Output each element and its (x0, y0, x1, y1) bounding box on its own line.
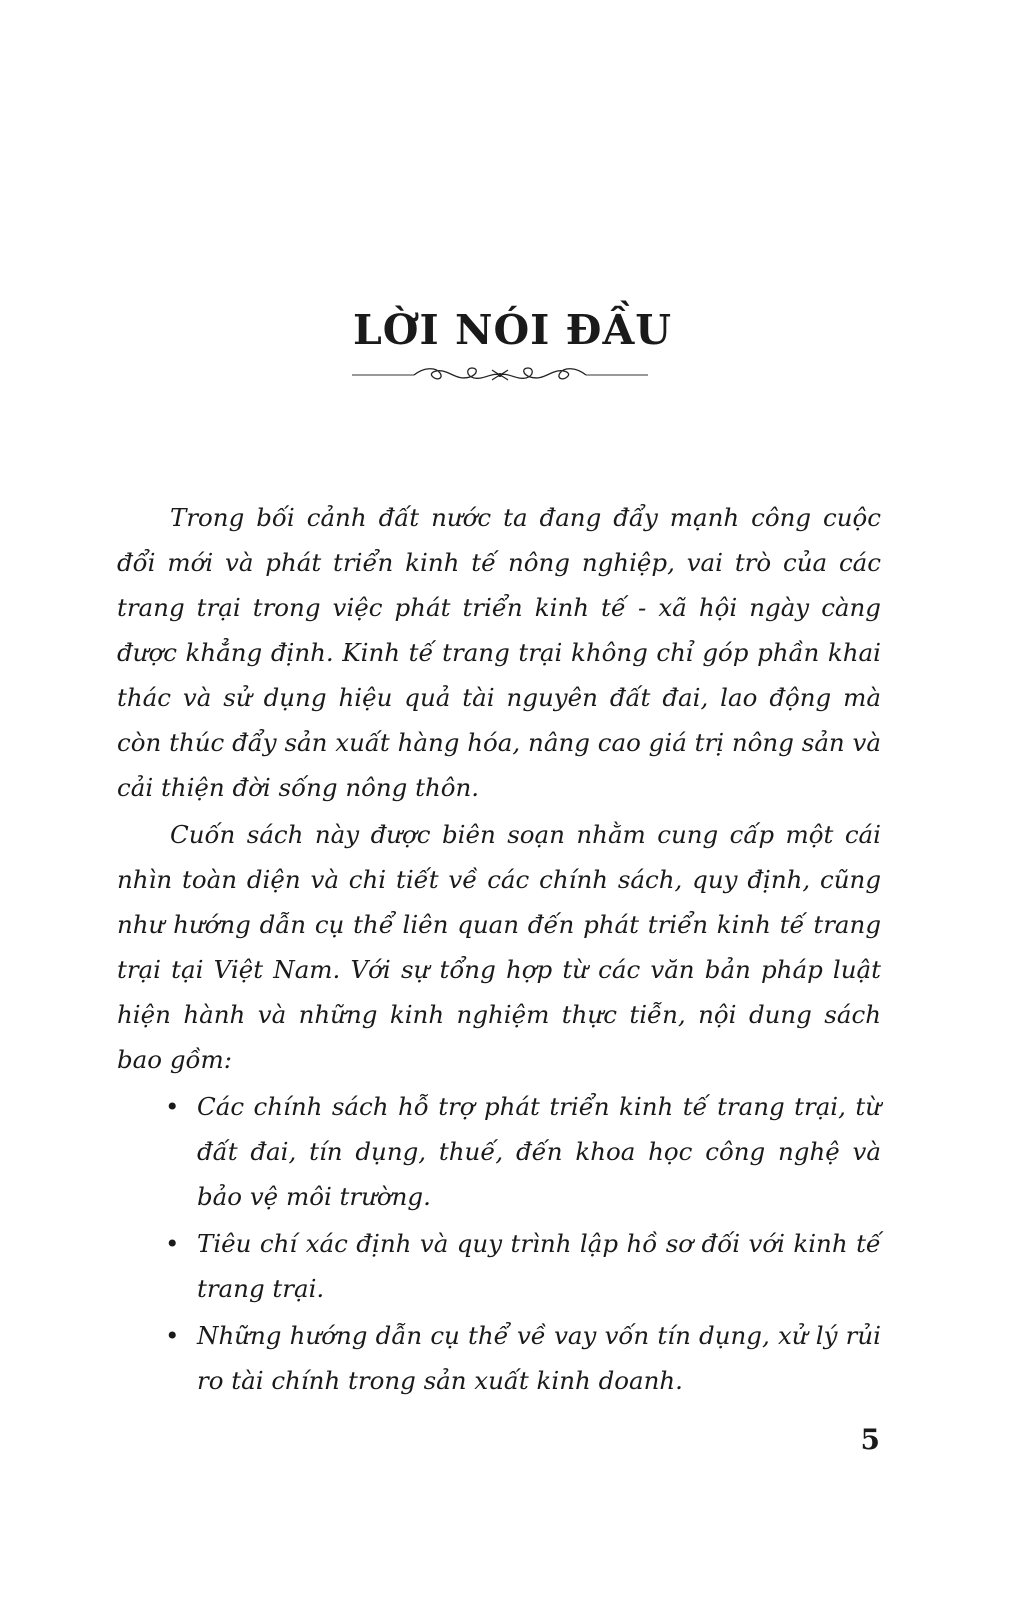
list-item-text: Tiêu chí xác định và quy trình lập hồ sơ đối với kinh tế trang trại. (197, 1229, 881, 1303)
page-number: 5 (860, 1423, 880, 1456)
list-item (165, 1313, 881, 1403)
list-item-text: Những hướng dẫn cụ thể về vay vốn tín dụng, xử lý rủi ro tài chính trong sản xuất kinh doanh. (197, 1321, 881, 1395)
list-item-text: Các chính sách hỗ trợ phát triển kinh tế trang trại, từ đất đai, tín dụng, thuế, đến khoa học công nghệ và bảo vệ môi trường. (197, 1092, 881, 1211)
page-title: LỜI NÓI ĐẦU (352, 306, 673, 354)
bullet-icon: • (165, 1092, 180, 1121)
preface-body (117, 495, 881, 1405)
bullet-icon: • (165, 1321, 180, 1350)
list-item (165, 1221, 881, 1311)
list-item (165, 1084, 881, 1219)
flourish-divider-icon (352, 364, 648, 386)
bullet-list (117, 1084, 881, 1403)
bullet-icon: • (165, 1229, 180, 1258)
paragraph: Trong bối cảnh đất nước ta đang đẩy mạnh công cuộc đổi mới và phát triển kinh tế nông nghiệp, vai trò của các trang trại trong việc phát triển kinh tế - xã hội ngày càng được khẳng định. Kinh tế trang trại không chỉ góp phần khai thác và sử dụng hiệu quả tài nguyên đất đai, lao động mà còn thúc đẩy sản xuất hàng hóa, nâng cao giá trị nông sản và cải thiện đời sống nông thôn. (117, 503, 881, 802)
paragraph: Cuốn sách này được biên soạn nhằm cung cấp một cái nhìn toàn diện và chi tiết về các chính sách, quy định, cũng như hướng dẫn cụ thể liên quan đến phát triển kinh tế trang trại tại Việt Nam. Với sự tổng hợp từ các văn bản pháp luật hiện hành và những kinh nghiệm thực tiễn, nội dung sách bao gồm: (117, 820, 881, 1074)
